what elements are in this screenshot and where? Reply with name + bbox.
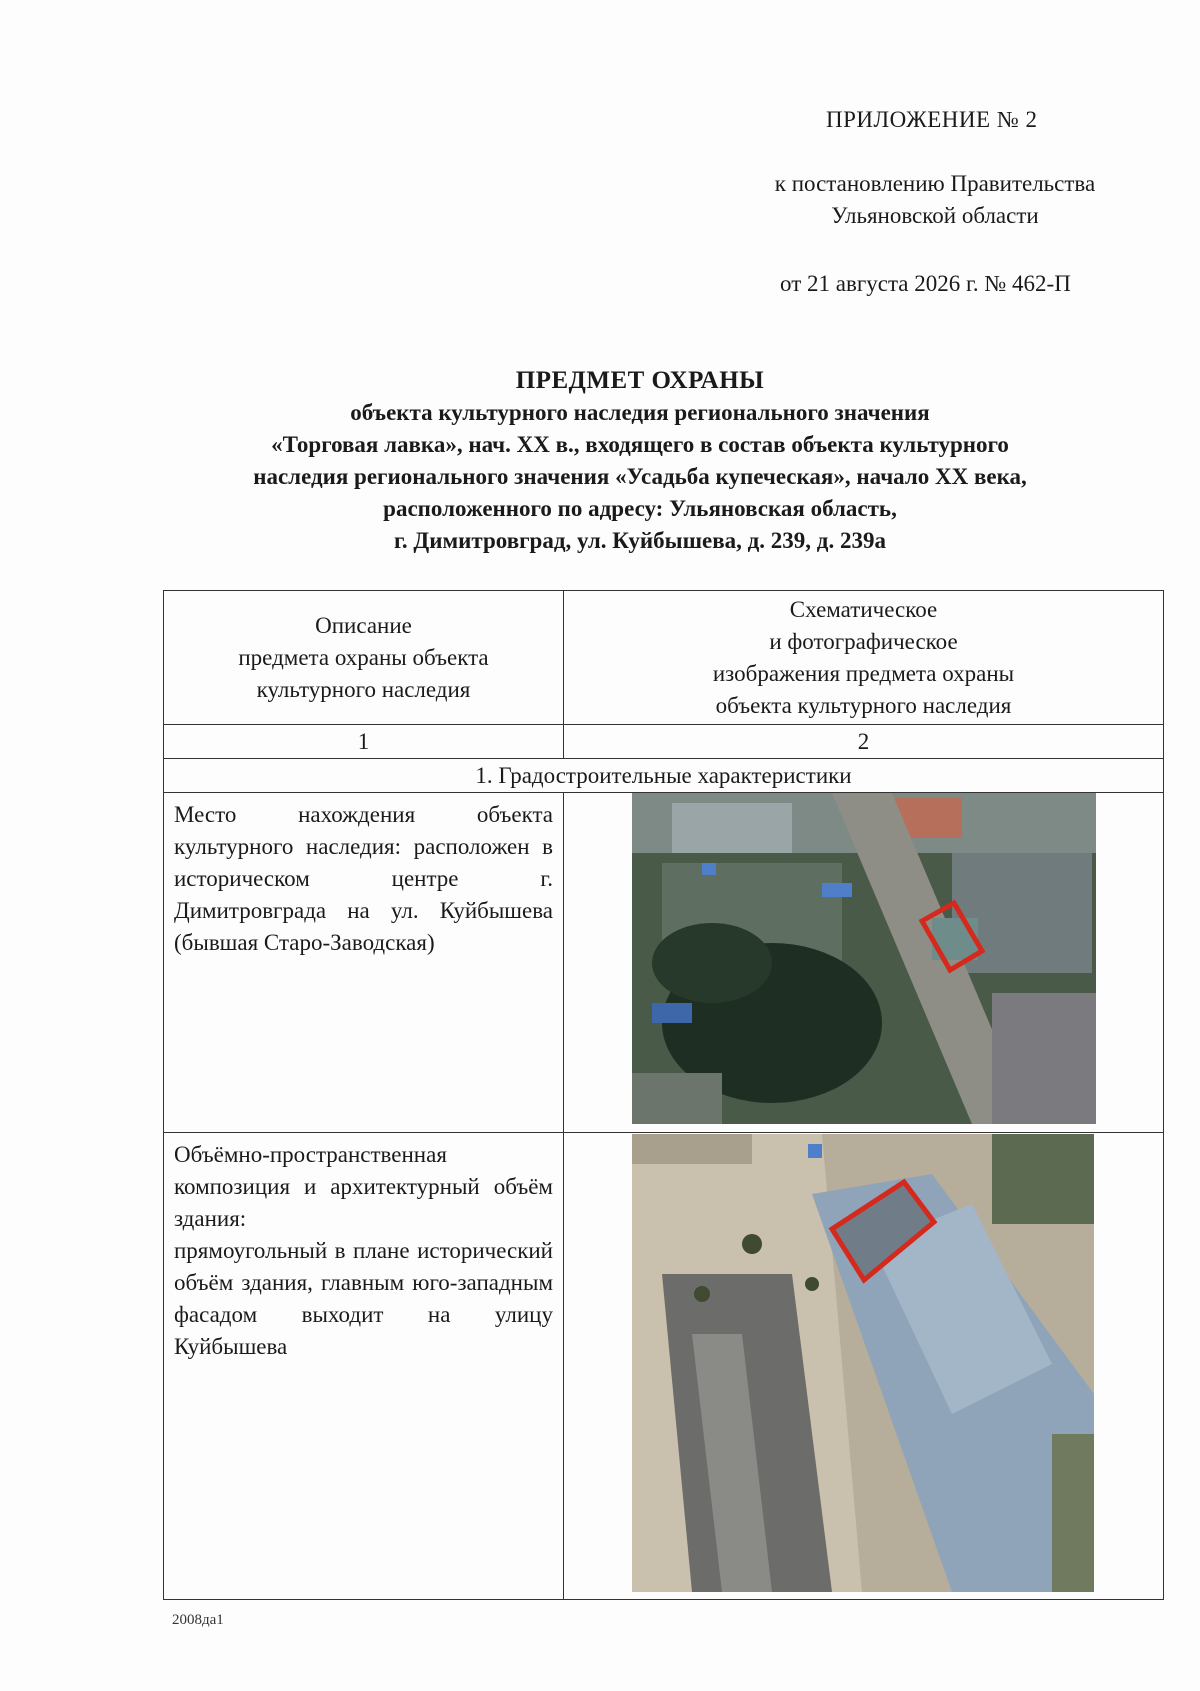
header-col1-line: Описание [315, 612, 412, 638]
table-row [164, 793, 1164, 1133]
location-image-cell [564, 793, 1164, 1133]
title-main: ПРЕДМЕТ ОХРАНЫ [515, 367, 765, 394]
appendix-reference [700, 168, 1170, 232]
table-row [164, 1133, 1164, 1600]
composition-image-cell [564, 1133, 1164, 1600]
title-line1: объекта культурного наследия регионального значения [350, 400, 930, 425]
header-col2-line: объекта культурного наследия [715, 692, 1012, 718]
header-cell-description [164, 591, 564, 725]
appendix-ref-line2: Ульяновской области [831, 203, 1039, 228]
header-col1-line: предмета охраны объекта [238, 644, 489, 670]
appendix-title: ПРИЛОЖЕНИЕ № 2 [826, 107, 1038, 132]
column-number-row [164, 725, 1164, 759]
protection-table [163, 590, 1164, 1600]
aerial-photo-building [632, 1134, 1094, 1592]
aerial-photo-location [632, 793, 1096, 1124]
column-number-1: 1 [164, 725, 564, 759]
table-header-row [164, 591, 1164, 725]
footer-code: 2008да1 [172, 1612, 224, 1628]
composition-description [164, 1133, 564, 1600]
header-col2-line: и фотографическое [769, 628, 958, 654]
header-cell-images [564, 591, 1164, 725]
appendix-ref-line1: к постановлению Правительства [774, 171, 1096, 196]
document-title [140, 365, 1140, 557]
section-title: 1. Градостроительные характеристики [164, 759, 1164, 793]
title-line5: г. Димитровград, ул. Куйбышева, д. 239, д. 239а [394, 528, 886, 553]
appendix-date: от 21 августа 2026 г. № 462-П [780, 271, 1071, 296]
title-line2: «Торговая лавка», нач. XX в., входящего в состав объекта культурного [271, 432, 1009, 457]
column-number-2: 2 [564, 725, 1164, 759]
header-col2-line: Схематическое [789, 596, 938, 622]
title-line4: расположенного по адресу: Ульяновская область, [383, 496, 897, 521]
section-row [164, 759, 1164, 793]
composition-heading: Объёмно-пространственная композиция и архитектурный объём здания: [174, 1142, 553, 1231]
location-description: Место нахождения объекта культурного наследия: расположен в историческом центре г. Димитровграда на ул. Куйбышева (бывшая Старо-Заводская) [164, 793, 564, 1133]
title-line3: наследия регионального значения «Усадьба купеческая», начало XX века, [253, 464, 1027, 489]
header-col1-line: культурного наследия [256, 676, 471, 702]
composition-text: прямоугольный в плане исторический объём здания, главным юго-западным фасадом выходит на улицу Куйбышева [174, 1238, 553, 1359]
header-col2-line: изображения предмета охраны [712, 660, 1015, 686]
